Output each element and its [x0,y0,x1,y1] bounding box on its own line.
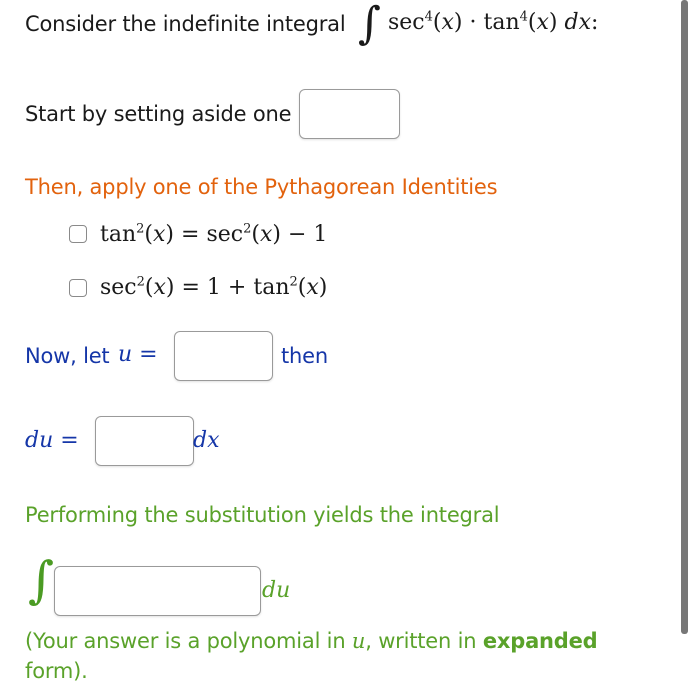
answer-format-note: (Your answer is a polynomial in 𝑢, written in expanded form). [25,629,598,683]
differential-dx: 𝑑𝑥: [564,10,599,35]
identity-option2-checkbox[interactable] [69,279,87,297]
step1-answer-box[interactable] [299,89,400,139]
tan-exponent: 4 [519,9,528,25]
step3-var: 𝑢 = [118,342,158,367]
integral-du: 𝑑𝑢 [262,578,291,603]
multiply-dot: · [469,10,477,35]
note-bold-expanded: expanded [482,629,598,653]
tan-argument: (𝑥) [527,10,558,35]
tan-function: tan [483,10,520,35]
du-label: 𝑑𝑢 = [25,428,79,453]
step3-label: Now, let [25,344,110,368]
du-dx: 𝑑𝑥 [193,428,220,453]
step3-then: then [281,344,328,368]
identity-option1-checkbox[interactable] [69,225,87,243]
step5-label: Performing the substitution yields the integral [25,503,500,527]
sec-function: sec [388,10,425,35]
identity-option1: $\tan^2(𝑥)$ = $\sec^2(𝑥) - 1$ [100,221,328,247]
question-intro: Consider the indefinite integral [25,12,346,36]
identity-option2: $\sec^2(𝑥) = 1$ + $\tan^2(𝑥)$ [100,274,328,300]
sec-argument: (𝑥) [432,10,463,35]
du-answer-box[interactable] [95,416,194,466]
step1-label: Start by setting aside one [25,102,292,126]
integral-answer-box[interactable] [54,566,261,616]
note-variable: 𝑢 [351,629,366,653]
question-integral-sign: ∫ [358,0,381,49]
sec-exponent: 4 [424,9,433,25]
step2-label: Then, apply one of the Pythagorean Identities [25,175,498,199]
u-answer-box[interactable] [174,331,273,381]
vertical-scrollbar[interactable] [681,0,688,634]
step5-integral-sign: ∫ [28,551,55,609]
question-integrand [388,10,598,35]
